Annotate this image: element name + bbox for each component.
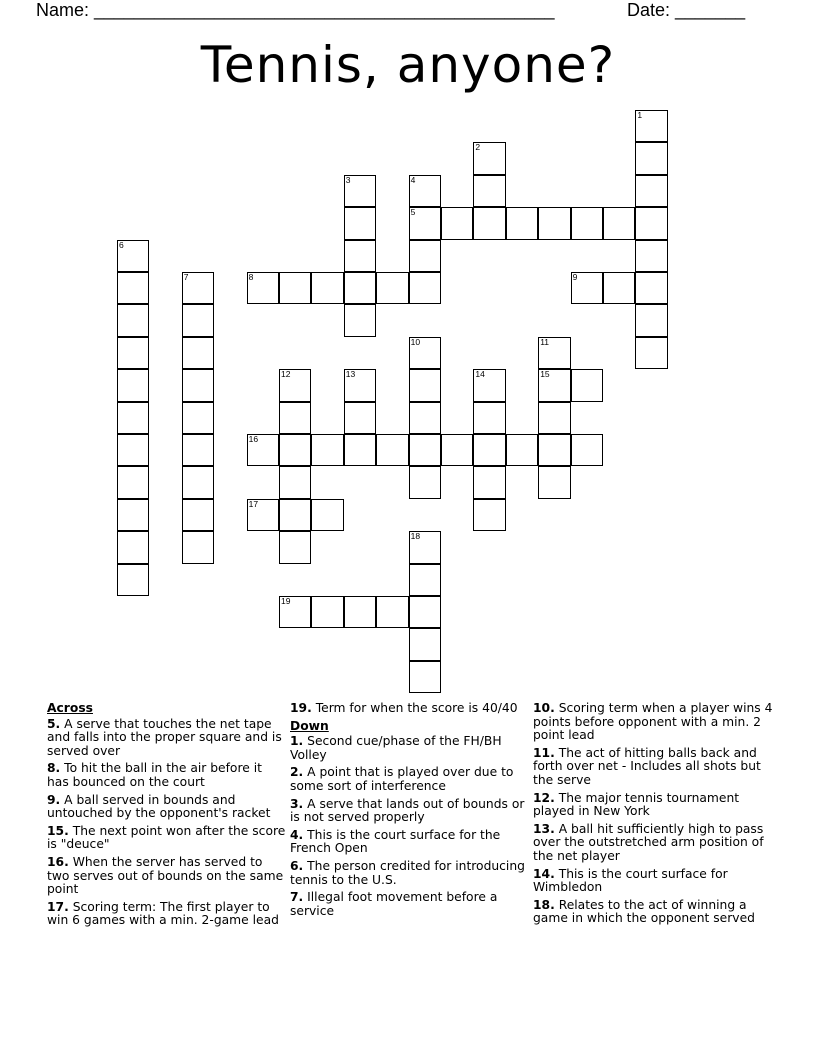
- clues-column-1: [47, 702, 287, 932]
- grid-cell[interactable]: [538, 434, 570, 466]
- grid-cell[interactable]: [247, 272, 279, 304]
- clue-number: 6.: [290, 858, 304, 873]
- grid-cell[interactable]: [117, 369, 149, 401]
- grid-cell[interactable]: [117, 499, 149, 531]
- grid-cell[interactable]: [182, 434, 214, 466]
- grid-cell[interactable]: [441, 434, 473, 466]
- grid-cell[interactable]: [117, 240, 149, 272]
- grid-cell[interactable]: [571, 434, 603, 466]
- grid-cell[interactable]: [182, 499, 214, 531]
- grid-cell[interactable]: [473, 499, 505, 531]
- grid-cell[interactable]: [279, 596, 311, 628]
- grid-cell[interactable]: [409, 466, 441, 498]
- grid-cell[interactable]: [182, 402, 214, 434]
- down-clue: [290, 891, 530, 918]
- grid-cell[interactable]: [344, 240, 376, 272]
- clue-text: Term for when the score is 40/40: [311, 701, 518, 715]
- down-clue: [533, 702, 773, 743]
- grid-cell[interactable]: [409, 434, 441, 466]
- down-clue: [533, 868, 773, 895]
- grid-cell[interactable]: [311, 499, 343, 531]
- grid-cell[interactable]: [117, 402, 149, 434]
- clue-number: 8: [248, 272, 254, 282]
- clue-number: 6: [119, 239, 124, 250]
- clue-text: Scoring term when a player wins 4 points before opponent with a min. 2 point lead: [533, 701, 773, 743]
- clue-number: 17: [248, 498, 259, 509]
- grid-cell[interactable]: [635, 337, 667, 369]
- clue-number: 11: [540, 336, 550, 347]
- grid-cell[interactable]: [344, 596, 376, 628]
- grid-cell[interactable]: [571, 207, 603, 239]
- grid-cell[interactable]: [344, 402, 376, 434]
- down-clue: [533, 899, 773, 926]
- grid-cell[interactable]: [279, 369, 311, 401]
- clue-text: Relates to the act of winning a game in which the opponent served: [533, 897, 755, 926]
- across-clue: [47, 901, 287, 928]
- grid-cell[interactable]: [409, 564, 441, 596]
- grid-cell[interactable]: [182, 337, 214, 369]
- grid-cell[interactable]: [182, 304, 214, 336]
- clue-number: 14.: [533, 866, 555, 881]
- grid-cell[interactable]: [635, 110, 667, 142]
- grid-cell[interactable]: [473, 402, 505, 434]
- clue-text: The next point won after the score is "deuce": [47, 823, 286, 852]
- clue-text: The major tennis tournament played in New York: [533, 790, 740, 819]
- clue-number: 3.: [290, 796, 304, 811]
- down-clue: [533, 823, 773, 864]
- clue-number: 7: [183, 272, 189, 282]
- clue-number: 7.: [290, 890, 304, 905]
- grid-cell[interactable]: [635, 175, 667, 207]
- clue-number: 2.: [290, 765, 304, 780]
- grid-cell[interactable]: [538, 369, 570, 401]
- down-clue: [533, 792, 773, 819]
- clue-number: 10: [410, 336, 421, 347]
- grid-cell[interactable]: [409, 628, 441, 660]
- clue-number: 5: [410, 207, 416, 218]
- grid-cell[interactable]: [473, 369, 505, 401]
- grid-cell[interactable]: [182, 531, 214, 563]
- clue-number: 13: [345, 369, 356, 380]
- grid-cell[interactable]: [182, 272, 214, 304]
- clue-number: 18: [410, 531, 421, 542]
- down-clue: [533, 747, 773, 788]
- clue-number: 8.: [47, 761, 61, 776]
- grid-cell[interactable]: [635, 207, 667, 239]
- grid-cell[interactable]: [409, 596, 441, 628]
- across-clue: [47, 794, 287, 821]
- clue-number: 19: [281, 596, 291, 606]
- clue-number: 1: [637, 110, 643, 120]
- clue-number: 12.: [533, 790, 555, 805]
- grid-cell[interactable]: [538, 466, 570, 498]
- clue-text: A point that is played over due to some sort of interference: [290, 765, 514, 793]
- clue-text: Scoring term: The first player to win 6 games with a min. 2-game lead: [47, 899, 279, 928]
- clue-text: When the server has served to two serves out of bounds on the same point: [47, 854, 284, 897]
- grid-cell[interactable]: [279, 499, 311, 531]
- grid-cell[interactable]: [376, 596, 408, 628]
- clues-column-2: [290, 702, 530, 922]
- grid-cell[interactable]: [409, 337, 441, 369]
- down-heading: Down: [290, 718, 329, 733]
- grid-cell[interactable]: [376, 272, 408, 304]
- grid-cell[interactable]: [344, 207, 376, 239]
- clue-number: 14: [475, 369, 485, 380]
- across-clue: [47, 856, 287, 897]
- clue-text: To hit the ball in the air before it has bounced on the court: [47, 761, 262, 789]
- grid-cell[interactable]: [117, 304, 149, 336]
- grid-cell[interactable]: [117, 272, 149, 304]
- grid-cell[interactable]: [344, 272, 376, 304]
- grid-cell[interactable]: [473, 142, 505, 174]
- grid-cell[interactable]: [538, 402, 570, 434]
- clue-text: This is the court surface for the French Open: [290, 827, 501, 856]
- grid-cell[interactable]: [344, 304, 376, 336]
- grid-cell[interactable]: [182, 369, 214, 401]
- grid-cell[interactable]: [473, 207, 505, 239]
- clue-number: 16.: [47, 854, 69, 869]
- clue-number: 10.: [533, 701, 555, 715]
- grid-cell[interactable]: [376, 434, 408, 466]
- grid-cell[interactable]: [635, 142, 667, 174]
- down-clue: [290, 766, 530, 793]
- grid-cell[interactable]: [279, 272, 311, 304]
- grid-cell[interactable]: [117, 337, 149, 369]
- clue-text: Second cue/phase of the FH/BH Volley: [290, 734, 502, 762]
- clue-number: 1.: [290, 734, 304, 749]
- across-clue: [47, 762, 287, 789]
- clue-text: This is the court surface for Wimbledon: [533, 866, 728, 895]
- grid-cell[interactable]: [344, 369, 376, 401]
- clue-number: 9.: [47, 792, 61, 807]
- crossword-grid: [117, 110, 717, 710]
- across-clue: [47, 825, 287, 852]
- clue-number: 3: [345, 174, 351, 185]
- grid-cell[interactable]: [117, 531, 149, 563]
- grid-cell[interactable]: [409, 207, 441, 239]
- grid-cell[interactable]: [409, 175, 441, 207]
- grid-cell[interactable]: [538, 207, 570, 239]
- grid-cell[interactable]: [409, 369, 441, 401]
- page-title: Tennis, anyone?: [200, 36, 616, 94]
- grid-cell[interactable]: [311, 596, 343, 628]
- grid-cell[interactable]: [409, 661, 441, 693]
- grid-cell[interactable]: [279, 466, 311, 498]
- clue-text: The act of hitting balls back and forth over net - Includes all shots but the serve: [533, 745, 761, 787]
- clue-number: 9: [572, 272, 578, 282]
- clues-column-3: [533, 702, 773, 930]
- grid-cell[interactable]: [311, 272, 343, 304]
- grid-cell[interactable]: [473, 434, 505, 466]
- clue-number: 12: [281, 369, 291, 380]
- down-clue: [290, 829, 530, 856]
- clue-text: The person credited for introducing tennis to the U.S.: [290, 858, 525, 887]
- clue-text: A serve that lands out of bounds or is not served properly: [290, 796, 525, 825]
- grid-cell[interactable]: [247, 434, 279, 466]
- grid-cell[interactable]: [279, 434, 311, 466]
- clue-number: 16: [248, 434, 259, 444]
- grid-cell[interactable]: [409, 402, 441, 434]
- grid-cell[interactable]: [506, 434, 538, 466]
- grid-cell[interactable]: [409, 272, 441, 304]
- clue-number: 2: [475, 142, 481, 153]
- grid-cell[interactable]: [473, 466, 505, 498]
- grid-cell[interactable]: [473, 175, 505, 207]
- grid-cell[interactable]: [117, 434, 149, 466]
- date-field[interactable]: Date: _______: [627, 0, 746, 20]
- grid-cell[interactable]: [506, 207, 538, 239]
- clue-number: 11.: [533, 745, 555, 760]
- grid-cell[interactable]: [441, 207, 473, 239]
- clue-number: 15: [540, 369, 550, 380]
- across-clue: [290, 702, 530, 716]
- grid-cell[interactable]: [635, 304, 667, 336]
- grid-cell[interactable]: [571, 369, 603, 401]
- clue-number: 15.: [47, 823, 69, 838]
- grid-cell[interactable]: [409, 531, 441, 563]
- grid-cell[interactable]: [409, 240, 441, 272]
- grid-cell[interactable]: [279, 531, 311, 563]
- clue-number: 17.: [47, 899, 69, 914]
- grid-cell[interactable]: [538, 337, 570, 369]
- grid-cell[interactable]: [117, 466, 149, 498]
- grid-cell[interactable]: [603, 272, 635, 304]
- grid-cell[interactable]: [247, 499, 279, 531]
- grid-cell[interactable]: [311, 434, 343, 466]
- name-field[interactable]: Name: ______________________________________________: [36, 0, 555, 20]
- down-clue: [290, 860, 530, 887]
- grid-cell[interactable]: [117, 564, 149, 596]
- clue-text: A serve that touches the net tape and falls into the proper square and is served over: [47, 716, 282, 758]
- clue-text: A ball hit sufficiently high to pass over the outstretched arm position of the net player: [533, 821, 764, 863]
- clue-number: 13.: [533, 821, 555, 836]
- grid-cell[interactable]: [635, 240, 667, 272]
- grid-cell[interactable]: [279, 402, 311, 434]
- across-heading: Across: [47, 701, 93, 715]
- clue-text: A ball served in bounds and untouched by the opponent's racket: [47, 792, 271, 821]
- clue-number: 5.: [47, 716, 61, 731]
- grid-cell[interactable]: [182, 466, 214, 498]
- grid-cell[interactable]: [571, 272, 603, 304]
- grid-cell[interactable]: [603, 207, 635, 239]
- down-clue: [290, 735, 530, 762]
- clue-text: Illegal foot movement before a service: [290, 890, 498, 918]
- clue-number: 4: [410, 174, 416, 185]
- grid-cell[interactable]: [344, 434, 376, 466]
- down-clue: [290, 798, 530, 825]
- grid-cell[interactable]: [635, 272, 667, 304]
- clue-number: 18.: [533, 897, 555, 912]
- clue-number: 19.: [290, 701, 312, 715]
- grid-cell[interactable]: [344, 175, 376, 207]
- across-clue: [47, 718, 287, 759]
- clue-number: 4.: [290, 827, 304, 842]
